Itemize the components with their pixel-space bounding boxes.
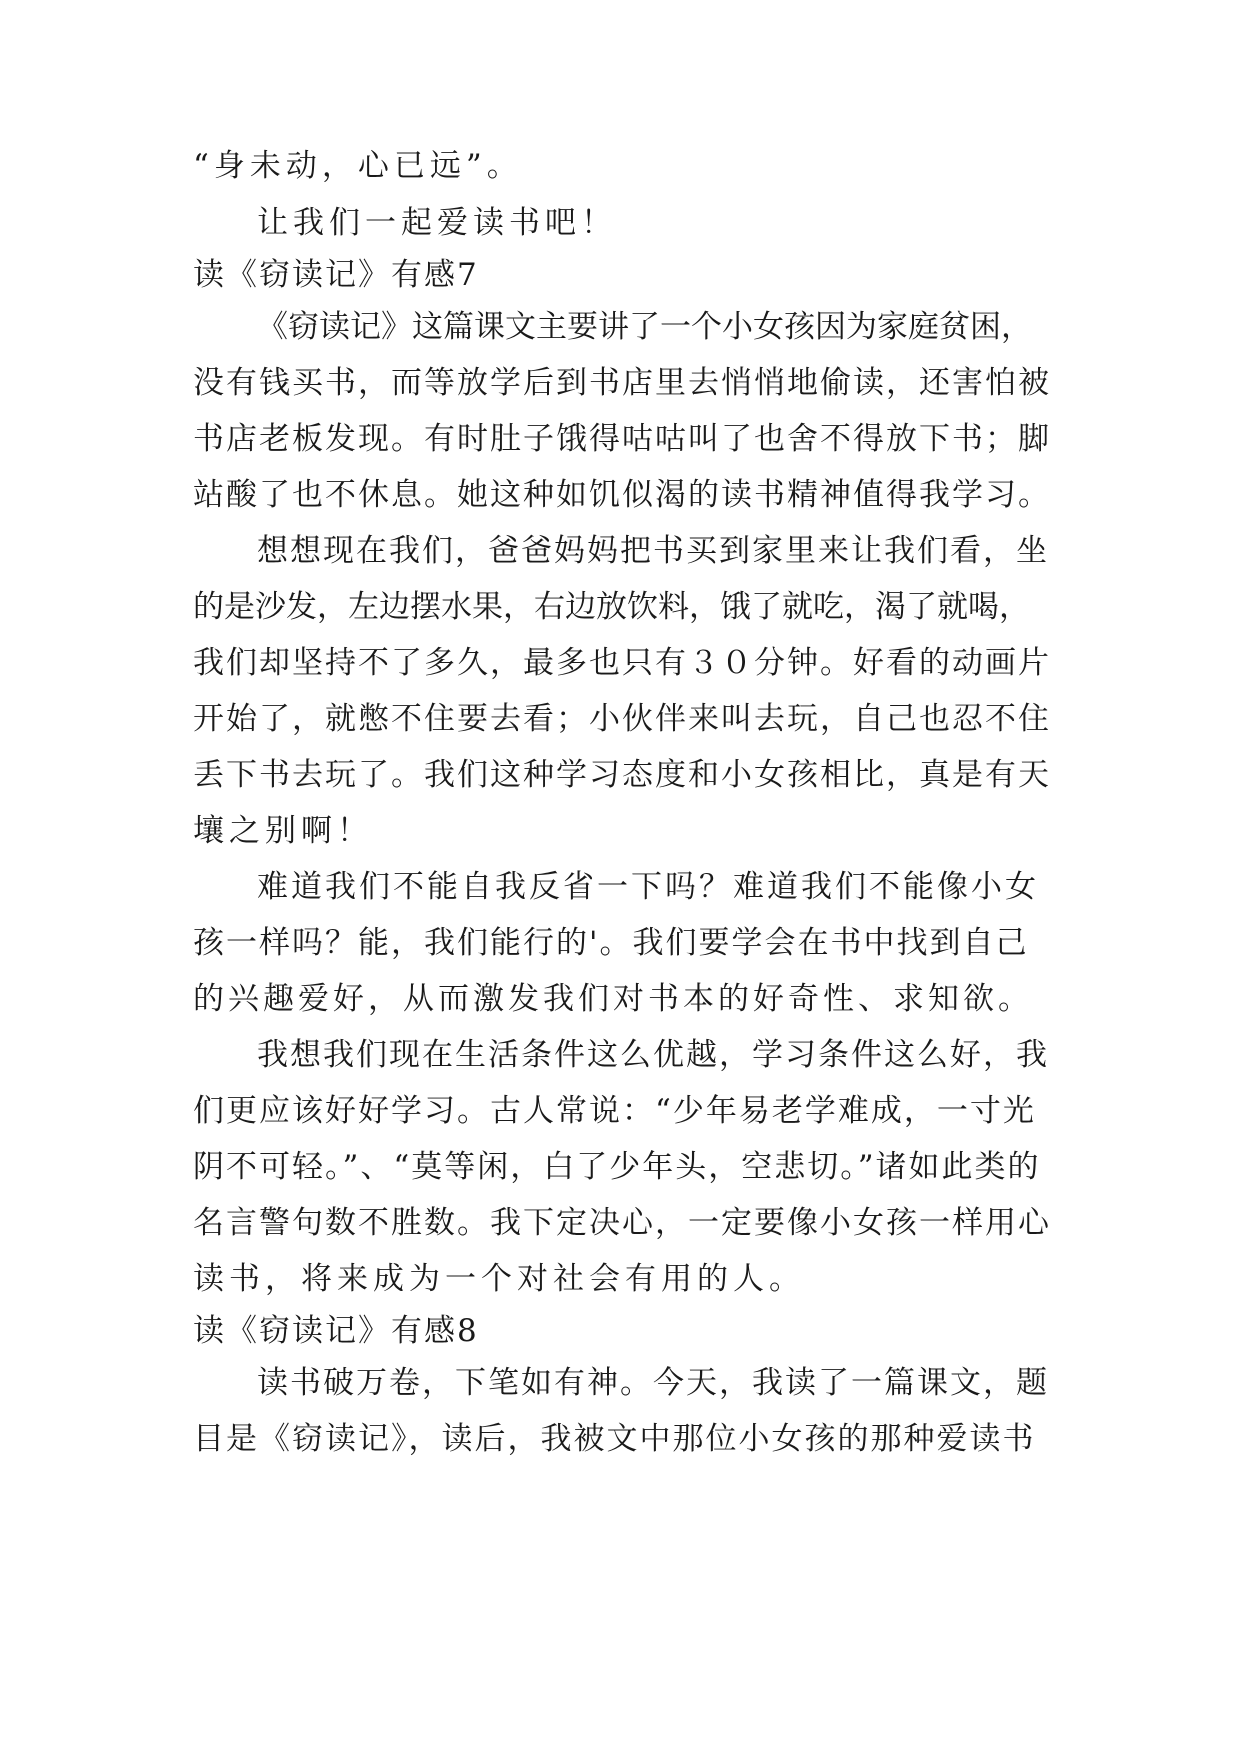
text-line: 的兴趣爱好，从而激发我们对书本的好奇性、求知欲。 [193,981,1033,1017]
text-line: 们更应该好好学习。古人常说：“少年易老学难成，一寸光 [193,1093,1036,1129]
section-heading: 读《窃读记》有感8 [193,1313,479,1349]
text-line: 读书，将来成为一个对社会有用的人。 [193,1261,805,1297]
text-line: 书店老板发现。有时肚子饿得咕咕叫了也舍不得放下书；脚 [193,421,1051,457]
text-line: 站酸了也不休息。她这种如饥似渴的读书精神值得我学习。 [193,477,1051,513]
text-line: 丢下书去玩了。我们这种学习态度和小女孩相比，真是有天 [193,757,1051,793]
text-line: 让我们一起爱读书吧！ [257,205,617,241]
text-line: “身未动，心已远”。 [193,148,523,184]
text-line: 名言警句数不胜数。我下定决心，一定要像小女孩一样用心 [193,1205,1051,1241]
text-line: 壤之别啊！ [193,813,373,849]
text-line: 开始了，就憋不住要去看；小伙伴来叫去玩，自己也忍不住 [193,701,1051,737]
section-heading: 读《窃读记》有感7 [193,257,479,293]
text-line: 我们却坚持不了多久，最多也只有３０分钟。好看的动画片 [193,645,1051,681]
text-line: 《窃读记》这篇课文主要讲了一个小女孩因为家庭贫困， [257,309,1032,345]
text-line: 孩一样吗？能，我们能行的'。我们要学会在书中找到自己 [193,925,1029,961]
text-line: 读书破万卷，下笔如有神。今天，我读了一篇课文，题 [257,1365,1049,1401]
text-line: 想想现在我们，爸爸妈妈把书买到家里来让我们看，坐 [257,533,1049,569]
text-line: 目是《窃读记》，读后，我被文中那位小女孩的那种爱读书 [193,1421,1036,1457]
text-line: 的是沙发，左边摆水果，右边放饮料，饿了就吃，渴了就喝， [193,589,1030,625]
text-line: 我想我们现在生活条件这么优越，学习条件这么好，我 [257,1037,1049,1073]
text-line: 没有钱买书，而等放学后到书店里去悄悄地偷读，还害怕被 [193,365,1051,401]
text-line: 难道我们不能自我反省一下吗？难道我们不能像小女 [257,869,1039,905]
text-line: 阴不可轻。”、“莫等闲，白了少年头，空悲切。”诸如此类的 [193,1149,1041,1185]
